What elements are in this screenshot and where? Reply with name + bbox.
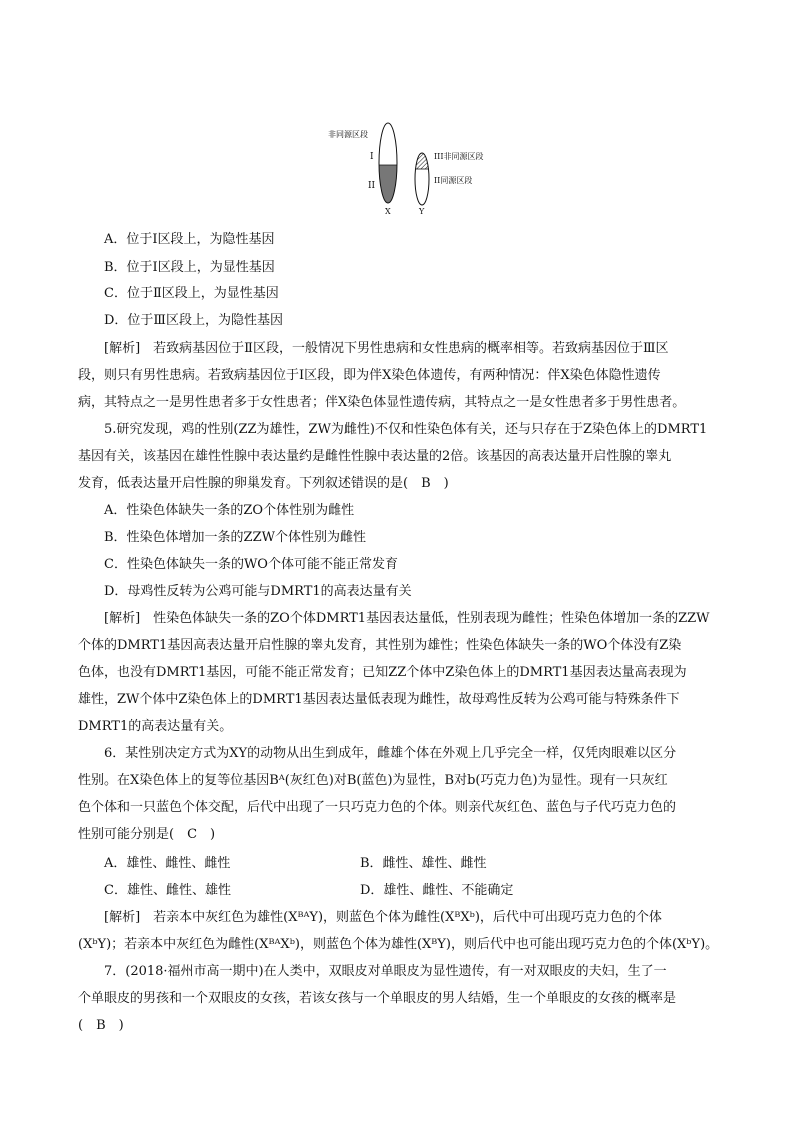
- y-chromosome: [414, 153, 430, 205]
- q4-analysis-line-2: 段，则只有男性患病。若致病基因位于Ⅰ区段，即为伴X染色体遗传，有两种情况：伴X染色体隐性遗传: [78, 368, 661, 383]
- q6-option-d: D．雄性、雌性、不能确定: [360, 883, 514, 898]
- x-chromosome: [376, 123, 406, 210]
- q6-stem-line-4: 性别可能分别是( C ): [78, 827, 216, 842]
- q5-analysis-line-4: 雄性，ZW个体中Z染色体上的DMRT1基因表达量低表现为雌性，故母鸡性反转为公鸡可能与特殊条件下: [78, 692, 680, 707]
- q6-option-a: A．雄性、雌性、雌性: [104, 856, 231, 871]
- label-x: X: [385, 207, 391, 216]
- q4-option-a: A．位于Ⅰ区段上，为隐性基因: [104, 232, 275, 247]
- q7-stem-line-3: ( B ): [78, 1018, 124, 1033]
- q4-option-b: B．位于Ⅰ区段上，为显性基因: [104, 260, 275, 275]
- q5-stem-line-2: 基因有关，该基因在雄性性腺中表达量约是雌性性腺中表达量的2倍。该基因的高表达量开启性腺的睾丸: [78, 449, 672, 464]
- xy-chromosome-figure: [326, 115, 526, 220]
- q5-analysis-line-1: [解析] 性染色体缺失一条的ZO个体DMRT1基因表达量低，性别表现为雌性；性染色体增加一条的ZZW: [104, 611, 710, 626]
- q4-option-c: C．位于Ⅱ区段上，为显性基因: [104, 286, 279, 301]
- q7-stem-line-2: 个单眼皮的男孩和一个双眼皮的女孩，若该女孩与一个单眼皮的男人结婚，生一个单眼皮的女孩的概率是: [78, 991, 677, 1006]
- q7-stem-line-1: 7．(2018·福州市高一期中)在人类中，双眼皮对单眼皮为显性遗传，有一对双眼皮的夫妇，生了一: [104, 964, 667, 979]
- q4-option-d: D．位于Ⅲ区段上，为隐性基因: [104, 313, 283, 328]
- q5-analysis-line-3: 色体，也没有DMRT1基因，可能不能正常发育；已知ZZ个体中Z染色体上的DMRT1基因表达量高表现为: [78, 665, 687, 680]
- q4-analysis-line-3: 病，其特点之一是男性患者多于女性患者；伴X染色体显性遗传病，其特点之一是女性患者多于男性患者。: [78, 395, 686, 410]
- q5-option-d: D．母鸡性反转为公鸡可能与DMRT1的高表达量有关: [104, 584, 412, 599]
- q5-stem-line-1: 5.研究发现，鸡的性别(ZZ为雄性，ZW为雌性)不仅和性染色体有关，还与只存在于Z染色体上的DMRT1: [104, 422, 708, 437]
- q6-stem-line-3: 色个体和一只蓝色个体交配，后代中出现了一只巧克力色的个体。则亲代灰红色、蓝色与子代巧克力色的: [78, 800, 677, 815]
- q5-option-a: A．性染色体缺失一条的ZO个体性别为雌性: [104, 503, 355, 518]
- q6-stem-line-1: 6．某性别决定方式为XY的动物从出生到成年，雌雄个体在外观上几乎完全一样，仅凭肉眼难以区分: [104, 746, 677, 761]
- label-segment-II-homologous: II同源区段: [434, 176, 473, 185]
- q5-option-b: B．性染色体增加一条的ZZW个体性别为雌性: [104, 530, 366, 545]
- q5-analysis-line-5: DMRT1的高表达量有关。: [78, 719, 233, 734]
- q6-option-c: C．雄性、雌性、雄性: [104, 883, 231, 898]
- q6-option-b: B．雌性、雄性、雌性: [360, 856, 487, 871]
- q5-analysis-line-2: 个体的DMRT1基因高表达量开启性腺的睾丸发育，其性别为雄性；性染色体缺失一条的WO个体没有Z染: [78, 638, 682, 653]
- label-segment-I: I: [370, 152, 374, 162]
- q6-analysis-line-2: (XᵇY)；若亲本中灰红色为雌性(XᴮᴬXᵇ)，则蓝色个体为雄性(XᴮY)，则后代中也可能出现巧克力色的个体(XᵇY)。: [78, 937, 719, 952]
- q5-option-c: C．性染色体缺失一条的WO个体可能不能正常发育: [104, 557, 398, 572]
- q6-analysis-line-1: [解析] 若亲本中灰红色为雄性(XᴮᴬY)，则蓝色个体为雌性(XᴮXᵇ)，后代中可出现巧克力色的个体: [104, 910, 662, 925]
- label-segment-III: III非同源区段: [434, 152, 484, 161]
- label-segment-II: II: [368, 181, 376, 191]
- q4-analysis-line-1: [解析] 若致病基因位于Ⅱ区段，一般情况下男性患病和女性患病的概率相等。若致病基因位于Ⅲ区: [104, 341, 669, 356]
- q5-stem-line-3: 发育，低表达量开启性腺的卵巢发育。下列叙述错误的是( B ): [78, 476, 449, 491]
- label-nonhomologous: 非同源区段: [328, 130, 368, 139]
- q6-stem-line-2: 性别。在X染色体上的复等位基因Bᴬ(灰红色)对B(蓝色)为显性，B对b(巧克力色)为显性。现有一只灰红: [78, 773, 668, 788]
- label-y: Y: [419, 207, 425, 216]
